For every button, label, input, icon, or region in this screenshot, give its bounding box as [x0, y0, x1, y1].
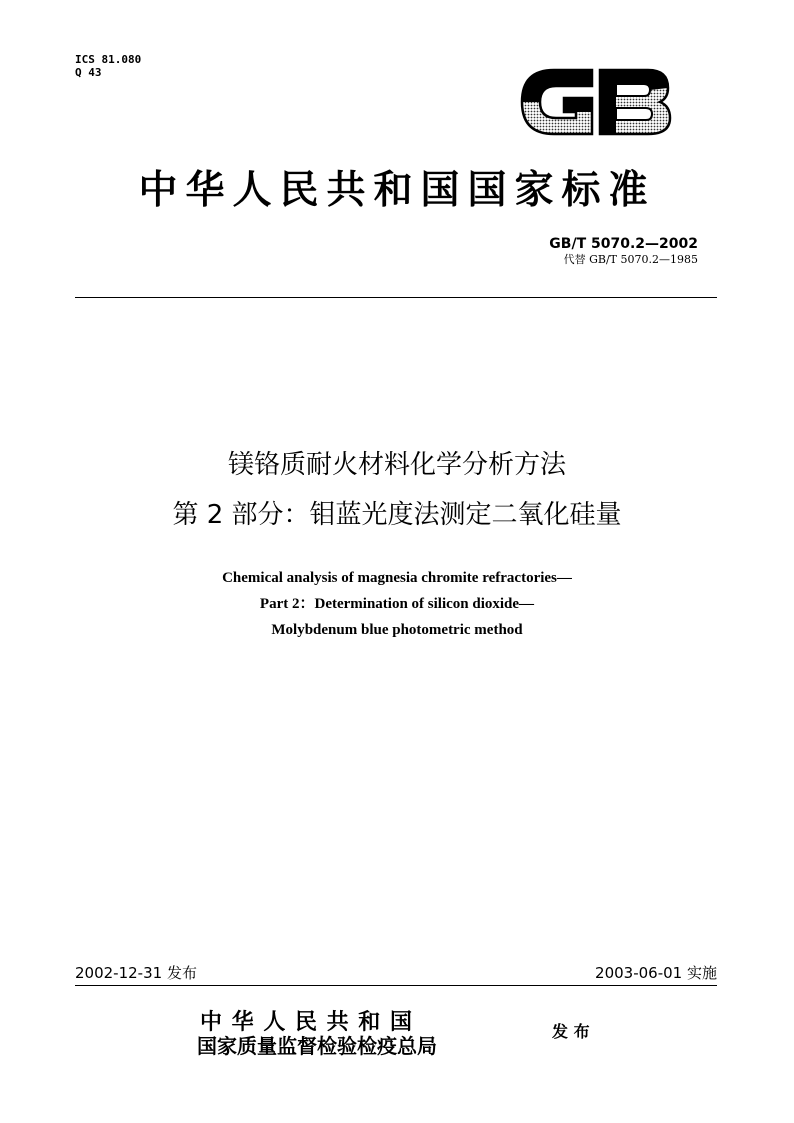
title-en-line3: Molybdenum blue photometric method: [271, 622, 523, 638]
replaced-standard: 代替 GB/T 5070.2—1985: [563, 253, 698, 266]
implement-date: 2003-06-01 实施: [595, 964, 717, 982]
gb-logo-text: GB: [596, 140, 598, 141]
title-en-line2: Part 2：Determination of silicon dioxide—: [259, 596, 535, 612]
ccs-code: Q 43: [75, 66, 102, 79]
title-cn-line2: 第 2 部分：钼蓝光度法测定二氧化硅量: [172, 500, 622, 530]
national-standard-title: 中华人民共和国国家标准: [138, 167, 656, 213]
title-cn-line1: 镁铬质耐火材料化学分析方法: [227, 450, 566, 480]
ics-code: ICS 81.080: [75, 53, 142, 66]
issuer-action: 发 布: [552, 1022, 590, 1041]
issuer-line1: 中 华 人 民 共 和 国: [200, 1009, 413, 1035]
top-divider: [75, 297, 717, 298]
title-en-line1: Chemical analysis of magnesia chromite refractories—: [222, 570, 572, 586]
standard-number: GB/T 5070.2—2002: [549, 236, 698, 252]
issuer-line2: 国家质量监督检验检疫总局: [197, 1034, 437, 1058]
bottom-divider: [75, 985, 717, 986]
issue-date: 2002-12-31 发布: [75, 964, 197, 982]
gb-logo-icon: [518, 62, 674, 142]
